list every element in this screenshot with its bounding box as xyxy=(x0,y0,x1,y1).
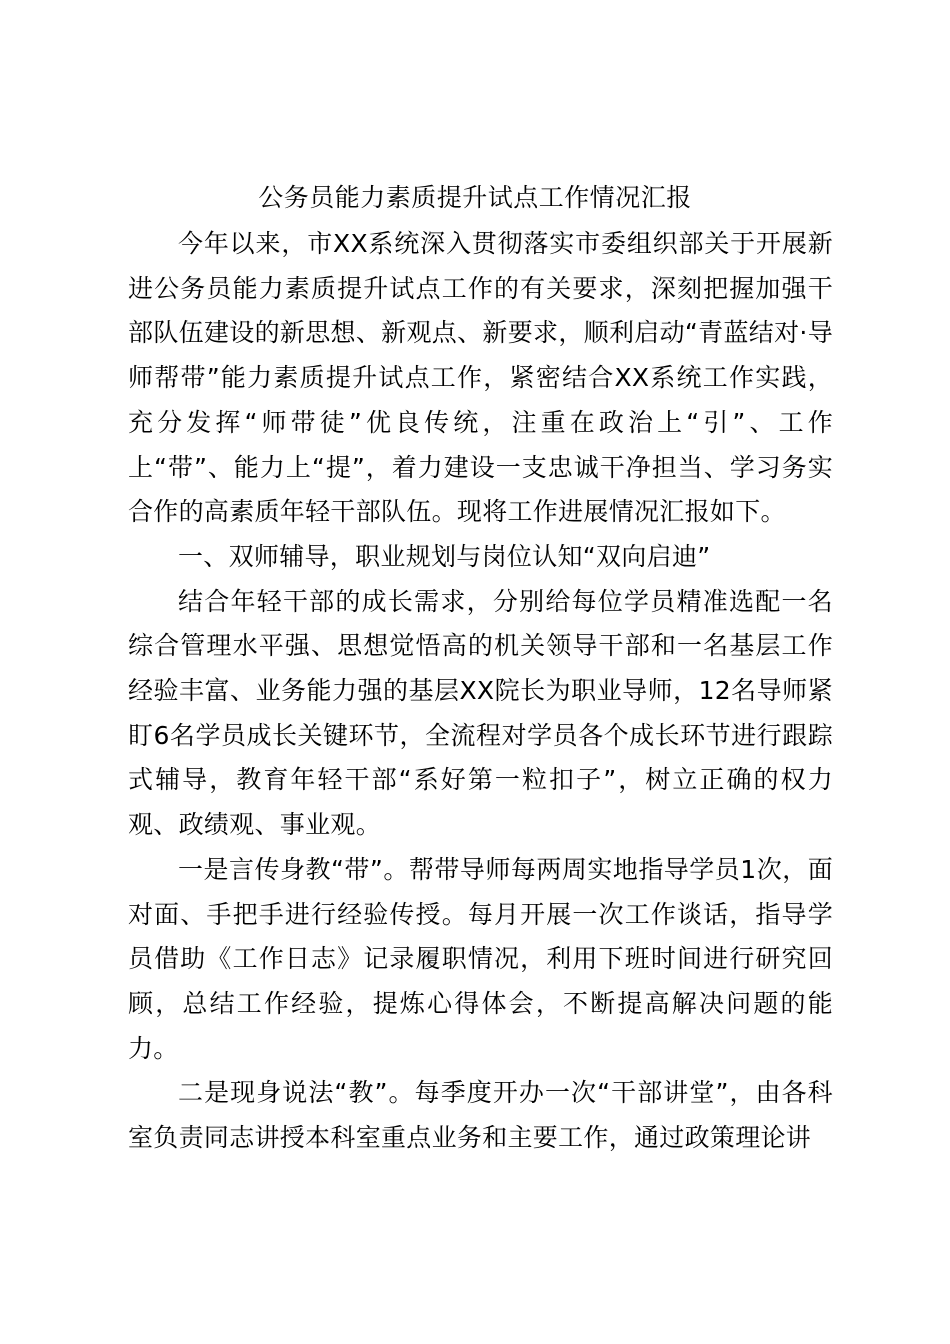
paragraph-intro: 今年以来，市XX系统深入贯彻落实市委组织部关于开展新进公务员能力素质提升试点工作的有关要求，深刻把握加强干部队伍建设的新思想、新观点、新要求，顺利启动“青蓝结对·导师帮带”能力素质提升试点工作，紧密结合XX系统工作实践，充分发挥“师带徒”优良传统，注重在政治上“引”、工作上“带”、能力上“提”，着力建设一支忠诚干净担当、学习务实合作的高素质年轻干部队伍。现将工作进展情况汇报如下。 xyxy=(128,229,833,527)
document-body xyxy=(128,222,833,1161)
document-title: 公务员能力素质提升试点工作情况汇报 xyxy=(258,183,692,212)
paragraph-point-1: 一是言传身教“带”。帮带导师每两周实地指导学员1次，面对面、手把手进行经验传授。每月开展一次工作谈话，指导学员借助《工作日志》记录履职情况，利用下班时间进行研究回顾，总结工作经验，提炼心得体会，不断提高解决问题的能力。 xyxy=(128,854,833,1063)
paragraph-section-1: 结合年轻干部的成长需求，分别给每位学员精准选配一名综合管理水平强、思想觉悟高的机关领导干部和一名基层工作经验丰富、业务能力强的基层XX院长为职业导师，12名导师紧盯6名学员成长关键环节，全流程对学员各个成长环节进行跟踪式辅导，教育年轻干部“系好第一粒扣子”，树立正确的权力观、政绩观、事业观。 xyxy=(128,586,833,840)
section-heading-1: 一、双师辅导，职业规划与岗位认知“双向启迪” xyxy=(178,541,711,571)
paragraph-point-2: 二是现身说法“教”。每季度开办一次“干部讲堂”，由各科室负责同志讲授本科室重点业务和主要工作，通过政策理论讲 xyxy=(128,1078,833,1153)
